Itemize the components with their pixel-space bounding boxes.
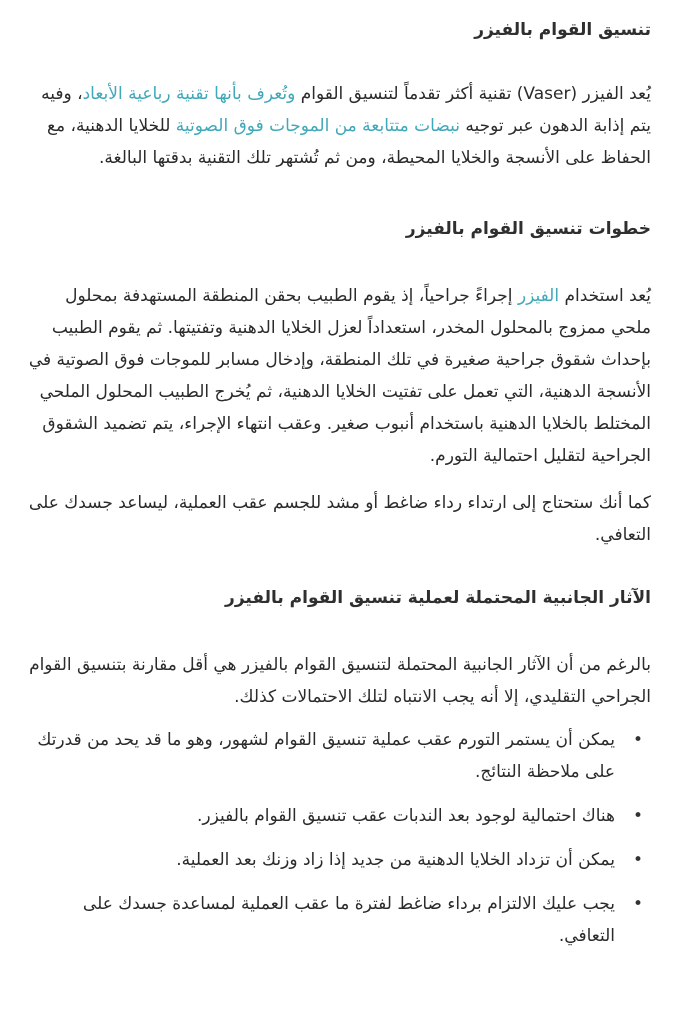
side-effects-list: [24, 724, 651, 952]
recovery-paragraph: كما أنك ستحتاج إلى ارتداء رداء ضاغط أو مشد للجسم عقب العملية، ليساعد جسدك على التعافي.: [28, 493, 651, 545]
side-effect-item: [24, 724, 643, 788]
ultrasound-pulses-link[interactable]: نبضات متتابعة من الموجات فوق الصوتية: [175, 116, 460, 136]
side-effect-text: يمكن أن تزداد الخلايا الدهنية من جديد إذا زاد وزنك بعد العملية.: [176, 850, 615, 870]
bullet-icon: •: [632, 730, 643, 750]
steps-paragraph: [24, 280, 651, 472]
side-effect-item: [24, 844, 643, 876]
side-effect-item: [24, 800, 643, 832]
section-heading-side-effects: الآثار الجانبية المحتملة لعملية تنسيق القوام بالفيزر: [225, 588, 651, 608]
side-effect-text: يمكن أن يستمر التورم عقب عملية تنسيق القوام لشهور، وهو ما قد يحد من قدرتك على ملاحظة النتائج.: [37, 730, 615, 782]
bullet-icon: •: [632, 894, 643, 914]
section-heading-vaser: تنسيق القوام بالفيزر: [474, 20, 651, 40]
intro-text-2: ، وفيه يتم إذابة الدهون عبر توجيه: [41, 84, 651, 136]
intro-text-3: للخلايا الدهنية، مع الحفاظ على الأنسجة والخلايا المحيطة، ومن ثم تُشتهر تلك التقنية بدقتها البالغة.: [46, 116, 651, 168]
four-d-technique-link[interactable]: وتُعرف بأنها تقنية رباعية الأبعاد: [82, 84, 296, 104]
vaser-link[interactable]: الفيزر: [517, 286, 560, 306]
bullet-icon: •: [632, 850, 643, 870]
steps-text-2: إجراءً جراحياً، إذ يقوم الطبيب بحقن المنطقة المستهدفة بمحلول ملحي ممزوج بالمحلول المخدر، استعداداً لعزل الخلايا الدهنية وتفتيتها. ثم يقوم الطبيب بإحداث شقوق جراحية صغيرة في تلك المنطقة، وإدخال مسابر للموجات فوق الصوتية في الأنسجة الدهنية، التي تعمل على تفتيت الخلايا الدهنية، ثم يُخرج الطبيب المحلول الملحي المختلط بالخلايا الدهنية باستخدام أنبوب صغير. وعقب انتهاء الإجراء، يتم تضميد الشقوق الجراحية لتقليل احتمالية التورم.: [28, 286, 651, 466]
intro-paragraph: [24, 78, 651, 174]
side-effects-intro: بالرغم من أن الآثار الجانبية المحتملة لتنسيق القوام بالفيزر هي أقل مقارنة بتنسيق القوام الجراحي التقليدي، إلا أنه يجب الانتباه لتلك الاحتمالات كذلك.: [29, 655, 651, 707]
intro-text-1: يُعد الفيزر (Vaser) تقنية أكثر تقدماً لتنسيق القوام: [295, 84, 651, 104]
side-effect-text: هناك احتمالية لوجود بعد الندبات عقب تنسيق القوام بالفيزر.: [197, 806, 615, 826]
side-effect-item: [24, 888, 643, 952]
bullet-icon: •: [632, 806, 643, 826]
side-effect-text: يجب عليك الالتزام برداء ضاغط لفترة ما عقب العملية لمساعدة جسدك على التعافي.: [82, 894, 615, 946]
steps-text-1: يُعد استخدام: [559, 286, 651, 306]
section-heading-steps: خطوات تنسيق القوام بالفيزر: [405, 219, 651, 239]
